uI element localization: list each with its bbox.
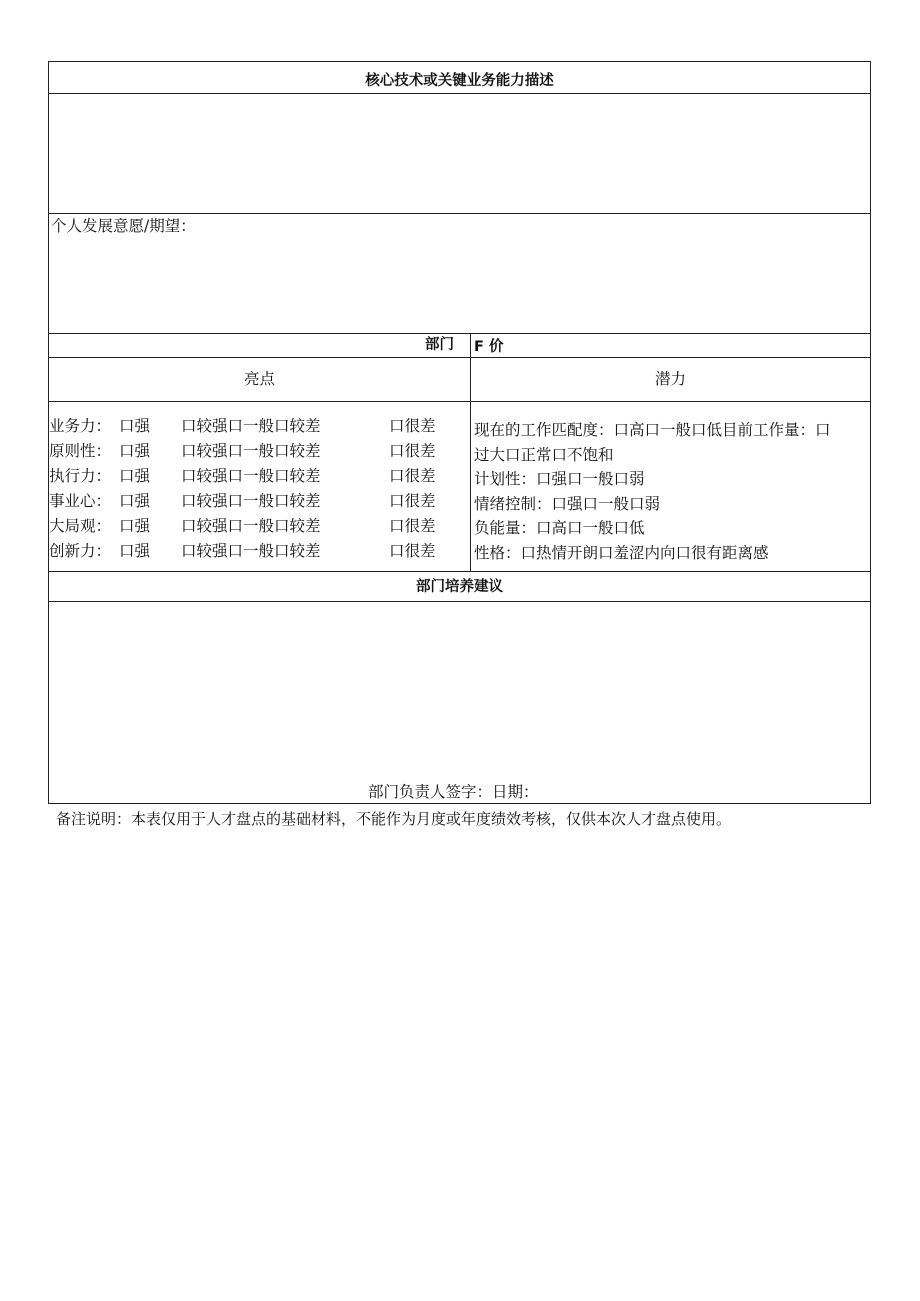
rating-row (49, 414, 471, 439)
potential-workload-match-cont[interactable]: 过大口正常口不饱和 (474, 446, 614, 464)
talent-review-form (48, 61, 871, 804)
rating-option-strong[interactable]: 口强 (119, 467, 151, 485)
rating-option-strong[interactable]: 口强 (119, 442, 151, 460)
rating-row (49, 439, 471, 464)
divider (470, 334, 471, 357)
rating-options-middle[interactable]: 口较强口一般口较差 (181, 492, 321, 510)
rating-option-strong[interactable]: 口强 (119, 542, 151, 560)
potential-planning[interactable]: 计划性：口强口一般口弱 (474, 470, 645, 488)
rating-options-middle[interactable]: 口较强口一般口较差 (181, 442, 321, 460)
rating-label: 业务力： (49, 417, 112, 435)
evaluation-title-left: 部门 (425, 337, 454, 353)
rating-row (49, 489, 471, 514)
rating-option-strong[interactable]: 口强 (119, 492, 151, 510)
rating-option-very-poor[interactable]: 口很差 (389, 492, 436, 510)
rating-row (49, 514, 471, 539)
rating-option-strong[interactable]: 口强 (119, 417, 151, 435)
rating-label: 事业心： (49, 492, 112, 510)
rating-options-middle[interactable]: 口较强口一般口较差 (181, 467, 321, 485)
personal-development-label: 个人发展意愿/期望： (51, 217, 196, 235)
rating-label: 执行力： (49, 467, 112, 485)
core-ability-content-area[interactable] (49, 94, 870, 213)
rating-option-very-poor[interactable]: 口很差 (389, 417, 436, 435)
divider (49, 357, 870, 358)
rating-option-very-poor[interactable]: 口很差 (389, 442, 436, 460)
divider (49, 213, 870, 214)
rating-option-strong[interactable]: 口强 (119, 517, 151, 535)
divider (49, 401, 870, 402)
rating-label: 大局观： (49, 517, 112, 535)
rating-row (49, 539, 471, 564)
training-suggestion-title: 部门培养建议 (416, 579, 503, 595)
rating-options-middle[interactable]: 口较强口一般口较差 (181, 542, 321, 560)
signature-date-line: 部门负责人签字：日期： (368, 783, 539, 801)
rating-options-middle[interactable]: 口较强口一般口较差 (181, 417, 321, 435)
rating-option-very-poor[interactable]: 口很差 (389, 467, 436, 485)
rating-options-middle[interactable]: 口较强口一般口较差 (181, 517, 321, 535)
potential-workload-match[interactable]: 现在的工作匹配度：口高口一般口低目前工作量：口 (474, 421, 831, 439)
potential-column-header: 潜力 (654, 370, 686, 388)
highlights-column-header: 亮点 (243, 370, 275, 388)
evaluation-title-right: F 价 (474, 339, 504, 355)
divider (49, 571, 870, 572)
potential-personality[interactable]: 性格：口热情开朗口羞涩内向口很有距离感 (474, 544, 769, 562)
rating-row (49, 464, 471, 489)
divider (49, 333, 870, 334)
potential-emotion-control[interactable]: 情绪控制：口强口一般口弱 (474, 495, 661, 513)
footer-note: 备注说明：本表仅用于人才盘点的基础材料，不能作为月度或年度绩效考核，仅供本次人才盘点使用。 (56, 810, 732, 828)
training-suggestion-content-area[interactable] (49, 602, 870, 782)
rating-option-very-poor[interactable]: 口很差 (389, 542, 436, 560)
rating-label: 创新力： (49, 542, 112, 560)
rating-option-very-poor[interactable]: 口很差 (389, 517, 436, 535)
potential-negative-energy[interactable]: 负能量：口高口一般口低 (474, 519, 645, 537)
rating-label: 原则性： (49, 442, 112, 460)
core-ability-title: 核心技术或关键业务能力描述 (365, 73, 554, 89)
personal-development-content-area[interactable] (49, 240, 870, 332)
